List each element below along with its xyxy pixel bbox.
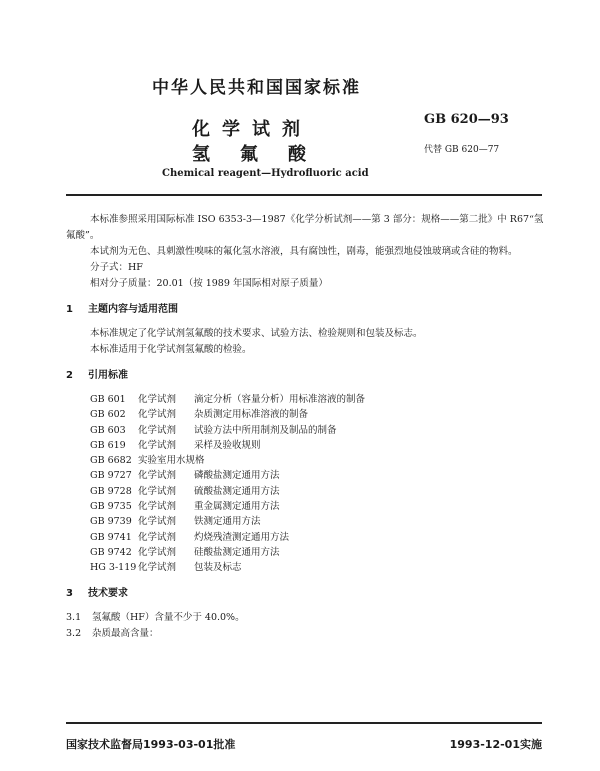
clause-3-1-text: 氢氟酸（HF）含量不少于 40.0%。: [92, 611, 245, 623]
section-1-line-1: 本标准规定了化学试剂氢氟酸的技术要求、试验方法、检验规则和包装及标志。: [90, 328, 423, 339]
section-2-title: 引用标准: [88, 370, 128, 381]
reference-title: 杂质测定用标准溶液的制备: [194, 409, 309, 421]
reference-category: 化学试剂: [138, 501, 177, 513]
reference-code: GB 9727: [90, 470, 132, 482]
molecular-mass: 相对分子质量：20.01（按 1989 年国际相对原子质量）: [90, 278, 328, 289]
reference-item: [90, 423, 544, 438]
reference-item: [90, 453, 544, 468]
reference-category: 化学试剂: [138, 424, 177, 436]
section-1-heading: [66, 302, 544, 318]
reference-category: 化学试剂: [138, 439, 177, 451]
reference-item: [90, 499, 544, 514]
reference-code: GB 9728: [90, 485, 132, 497]
section-1-title: 主题内容与适用范围: [88, 304, 178, 315]
clause-3-1-number: 3.1: [66, 611, 82, 623]
molecular-formula: 分子式：HF: [90, 262, 143, 273]
reference-item: [90, 545, 544, 560]
reference-code: GB 9741: [90, 531, 132, 543]
section-1-line-2: 本标准适用于化学试剂氢氟酸的检验。: [90, 344, 252, 355]
section-2-number: 2: [66, 370, 73, 381]
reference-title: 磷酸盐测定通用方法: [194, 470, 280, 482]
reference-code: GB 9735: [90, 501, 132, 513]
document-body: [66, 212, 544, 642]
reference-title: 试验方法中所用制剂及制品的制备: [194, 424, 337, 436]
header-divider: [66, 194, 542, 196]
reference-item: [90, 407, 544, 422]
intro-paragraph-1: 本标准参照采用国际标准 ISO 6353-3—1987《化学分析试剂——第 3 部分：规格——第二批》中 R67“氢氟酸”。: [66, 214, 544, 241]
approval-statement: 国家技术监督局1993-03-01批准: [66, 738, 236, 751]
footer-divider: [66, 722, 542, 724]
section-1-number: 1: [66, 304, 73, 315]
reference-code: GB 9742: [90, 546, 132, 558]
reference-title: 硅酸盐测定通用方法: [194, 546, 280, 558]
clause-3-2: [66, 626, 544, 642]
reference-title: 采样及验收规则: [194, 439, 261, 451]
reference-category: 化学试剂: [138, 531, 177, 543]
document-title-line1: 化学试剂: [192, 119, 312, 140]
clause-3-1: [66, 610, 544, 626]
reference-code: GB 6682: [90, 455, 132, 467]
reference-code: GB 603: [90, 424, 126, 436]
reference-item: [90, 530, 544, 545]
reference-code: GB 619: [90, 439, 126, 451]
reference-code: GB 601: [90, 394, 126, 405]
english-title: Chemical reagent—Hydrofluoric acid: [162, 168, 369, 179]
reference-item: [90, 514, 544, 529]
reference-title: 铁测定通用方法: [194, 516, 261, 528]
referenced-standards-list: [66, 392, 544, 576]
reference-item: [90, 560, 544, 575]
reference-code: GB 9739: [90, 516, 132, 528]
reference-title: 硫酸盐测定通用方法: [194, 485, 280, 497]
section-2-heading: [66, 368, 544, 384]
reference-item: [90, 468, 544, 483]
reference-category: 化学试剂: [138, 409, 177, 421]
reference-category: 化学试剂: [138, 562, 177, 574]
implementation-date: 1993-12-01实施: [449, 738, 542, 751]
reference-category: 化学试剂: [138, 485, 177, 497]
section-3-title: 技术要求: [88, 587, 128, 599]
reference-title: 滴定分析（容量分析）用标准溶液的制备: [194, 394, 366, 405]
intro-paragraph-2: 本试剂为无色、具刺激性嗅味的氟化氢水溶液，具有腐蚀性，剧毒，能强烈地侵蚀玻璃或含硅的物料。: [90, 246, 518, 257]
reference-code: HG 3-119: [90, 562, 137, 574]
reference-title: 灼烧残渣测定通用方法: [194, 531, 290, 543]
standard-number: GB 620—93: [424, 112, 509, 127]
national-standard-heading: 中华人民共和国国家标准: [152, 78, 361, 98]
section-3-number: 3: [66, 587, 73, 599]
reference-category: 化学试剂: [138, 470, 177, 482]
section-3-heading: [66, 586, 544, 602]
reference-title: 包装及标志: [194, 562, 242, 574]
reference-item: [90, 438, 544, 453]
reference-category: 化学试剂: [138, 516, 177, 528]
reference-item: [90, 484, 544, 499]
reference-code: GB 602: [90, 409, 126, 421]
reference-category: 化学试剂: [138, 394, 177, 405]
reference-category: 化学试剂: [138, 546, 177, 558]
reference-title: 重金属测定通用方法: [194, 501, 280, 513]
clause-3-2-text: 杂质最高含量：: [92, 627, 159, 639]
reference-title: 实验室用水规格: [138, 455, 205, 467]
replaces-standard: 代替 GB 620—77: [424, 145, 500, 155]
clause-3-2-number: 3.2: [66, 627, 82, 639]
reference-item: [90, 392, 544, 407]
document-title-line2: 氢氟酸: [192, 144, 336, 165]
